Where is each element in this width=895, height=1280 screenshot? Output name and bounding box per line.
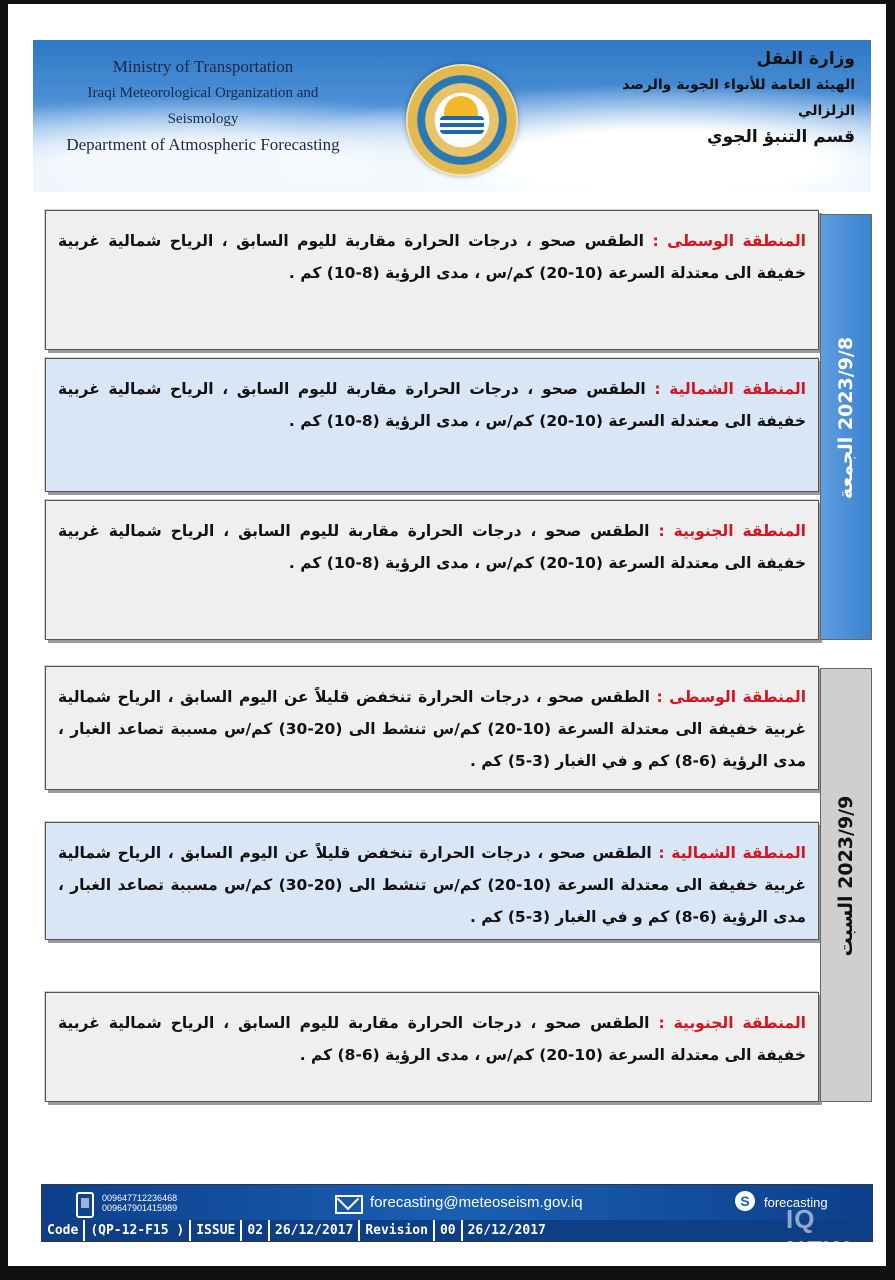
phone-icon [76, 1192, 94, 1218]
issue-date: 26/12/2017 [270, 1220, 360, 1241]
organization-logo-icon [406, 64, 518, 176]
skype-icon: S [735, 1191, 755, 1211]
code-label: Code [42, 1220, 85, 1241]
phone-number-2: 009647901415989 [102, 1203, 178, 1213]
day1-date-bar [820, 214, 872, 640]
day1-central-forecast [45, 210, 819, 350]
phone-number-1: 009647712236468 [102, 1193, 178, 1203]
day1-south-forecast [45, 500, 819, 640]
day2-name: السبت [835, 895, 857, 957]
day2-date: 2023/9/9 [835, 795, 857, 889]
document-code-bar [42, 1220, 872, 1241]
forecast-page [8, 4, 886, 1266]
skype-handle: forecasting [764, 1195, 828, 1210]
organization-en: Iraqi Meteorological Organization and Seismology [87, 85, 319, 127]
ministry-ar: وزارة النقل [756, 49, 855, 69]
day2-north-forecast [45, 822, 819, 940]
day1-date: 2023/9/8 [835, 336, 857, 431]
code-value: (QP-12-F15 ) [85, 1220, 191, 1241]
day1-name: الجمعة [835, 436, 857, 500]
mail-icon [335, 1195, 363, 1214]
region-label: المنطقة الشمالية : [658, 844, 806, 862]
organization-ar: الهيئة العامة للأنواء الجوية والرصد الزلزالي [622, 77, 855, 119]
forecast-text: الطقس صحو ، درجات الحرارة مقاربة لليوم السابق ، الرياح شمالية غربية خفيفة الى معتدلة السرعة (10-20) كم/س ، مدى الرؤية (8-10) كم . [58, 522, 806, 572]
revision-value: 00 [435, 1220, 463, 1241]
forecast-text: الطقس صحو ، درجات الحرارة مقاربة لليوم السابق ، الرياح شمالية غربية خفيفة الى معتدلة السرعة (10-20) كم/س ، مدى الرؤية (8-10) كم . [58, 380, 806, 430]
arabic-header [595, 46, 855, 150]
department-en: Department of Atmospheric Forecasting [66, 135, 340, 154]
header-banner [33, 40, 871, 192]
forecast-text: الطقس صحو ، درجات الحرارة تنخفض قليلاً عن اليوم السابق ، الرياح شمالية غربية خفيفة الى معتدلة السرعة (10-20) كم/س تنشط الى (20-30) كم/س مسببة تصاعد الغبار ، مدى الرؤية (6-8) كم و في الغبار (3-5) كم . [58, 844, 806, 926]
department-ar: قسم التنبؤ الجوي [707, 127, 855, 147]
forecast-text: الطقس صحو ، درجات الحرارة مقاربة لليوم السابق ، الرياح شمالية غربية خفيفة الى معتدلة السرعة (10-20) كم/س ، مدى الرؤية (8-10) كم . [58, 232, 806, 282]
region-label: المنطقة الوسطى : [652, 232, 806, 250]
region-label: المنطقة الجنوبية : [658, 1014, 806, 1032]
phone-numbers [102, 1193, 177, 1213]
revision-date: 26/12/2017 [467, 1223, 546, 1238]
english-header [53, 54, 353, 158]
day2-date-bar [820, 668, 872, 1102]
region-label: المنطقة الجنوبية : [658, 522, 806, 540]
forecast-text: الطقس صحو ، درجات الحرارة تنخفض قليلاً عن اليوم السابق ، الرياح شمالية غربية خفيفة الى معتدلة السرعة (10-20) كم/س تنشط الى (20-30) كم/س مسببة تصاعد الغبار ، مدى الرؤية (6-8) كم و في الغبار (3-5) كم . [58, 688, 806, 770]
ministry-en: Ministry of Transportation [112, 57, 294, 76]
watermark-logo: IQ NEW [786, 1204, 850, 1265]
email-address[interactable]: forecasting@meteoseism.gov.iq [370, 1194, 583, 1211]
region-label: المنطقة الوسطى : [656, 688, 807, 706]
revision-label: Revision [360, 1220, 435, 1241]
day2-south-forecast [45, 992, 819, 1102]
issue-label: ISSUE [191, 1220, 242, 1241]
day2-central-forecast [45, 666, 819, 790]
region-label: المنطقة الشمالية : [654, 380, 806, 398]
forecast-text: الطقس صحو ، درجات الحرارة مقاربة لليوم السابق ، الرياح شمالية غربية خفيفة الى معتدلة السرعة (10-20) كم/س ، مدى الرؤية (6-8) كم . [58, 1014, 806, 1064]
contact-bar [42, 1185, 872, 1220]
day1-north-forecast [45, 358, 819, 492]
issue-value: 02 [242, 1220, 270, 1241]
contact-footer [41, 1184, 873, 1242]
